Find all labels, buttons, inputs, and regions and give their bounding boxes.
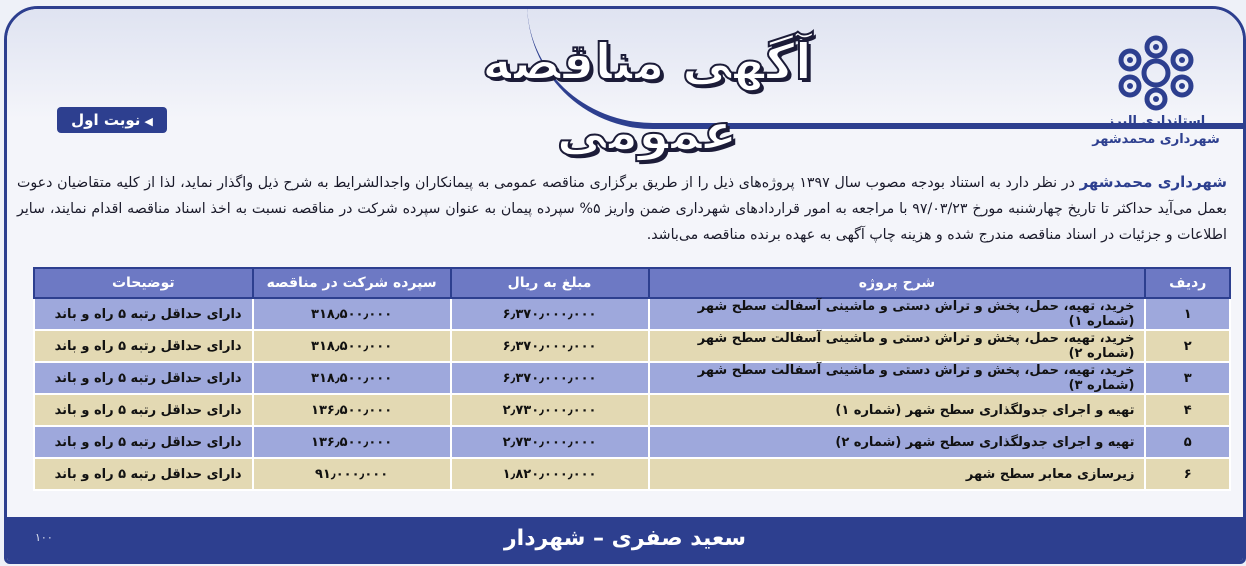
header-notes: توضیحات [34,268,253,298]
project-description: خرید، تهیه، حمل، پخش و تراش دستی و ماشینی آسفالت سطح شهر (شماره ۳) [649,362,1146,394]
project-amount: ۶٫۳۷۰٫۰۰۰٫۰۰۰ [451,330,649,362]
row-number: ۵ [1145,426,1230,458]
table-row [34,426,1230,458]
project-deposit: ۳۱۸٫۵۰۰٫۰۰۰ [253,298,451,330]
project-note: دارای حداقل رتبه ۵ راه و باند [34,458,253,490]
project-deposit: ۳۱۸٫۵۰۰٫۰۰۰ [253,362,451,394]
logo-municipality-label: شهرداری محمدشهر [1092,132,1220,147]
organization-name: شهرداری محمدشهر [1079,173,1227,191]
intro-text: در نظر دارد به استناد بودجه مصوب سال ۱۳۹۷ پروژه‌های ذیل را از طریق برگزاری مناقصه عمومی به پیمانکاران واجدالشرایط به شرح ذیل واگذار نماید، لذا از کلیه متقاضیان دعوت بعمل می‌آید حداکثر تا تاریخ چهارشنبه مورخ ۹۷/۰۳/۲۳ با مراجعه به امور قراردادهای شهرداری ضمن واریز ۵% سپرده پیمان به عنوان سپرده شرکت در مناقصه نسبت به اخذ اسناد مناقصه اقدام نمایند، سایر اطلاعات و جزئیات در اسناد مناقصه مندرج شده و هزینه چاپ آگهی به عهده برنده مناقصه می‌باشد. [17,175,1227,243]
project-description: خرید، تهیه، حمل، پخش و تراش دستی و ماشینی آسفالت سطح شهر (شماره ۱) [649,298,1146,330]
table-row [34,362,1230,394]
project-description: خرید، تهیه، حمل، پخش و تراش دستی و ماشینی آسفالت سطح شهر (شماره ۲) [649,330,1146,362]
table-row [34,298,1230,330]
row-number: ۶ [1145,458,1230,490]
header-amount: مبلغ به ریال [451,268,649,298]
row-number: ۱ [1145,298,1230,330]
project-amount: ۶٫۳۷۰٫۰۰۰٫۰۰۰ [451,298,649,330]
projects-table [33,267,1231,491]
project-amount: ۱٫۸۲۰٫۰۰۰٫۰۰۰ [451,458,649,490]
ad-code: ۱۰۰ [35,531,53,544]
project-deposit: ۱۳۶٫۵۰۰٫۰۰۰ [253,426,451,458]
logo-emblem-icon [1116,33,1196,113]
project-note: دارای حداقل رتبه ۵ راه و باند [34,330,253,362]
mayor-signature: سعید صفری – شهردار [504,526,746,551]
intro-paragraph [17,169,1227,248]
project-description: تهیه و اجرای جدولگذاری سطح شهر (شماره ۱) [649,394,1146,426]
project-deposit: ۱۳۶٫۵۰۰٫۰۰۰ [253,394,451,426]
project-description: تهیه و اجرای جدولگذاری سطح شهر (شماره ۲) [649,426,1146,458]
project-deposit: ۹۱٫۰۰۰٫۰۰۰ [253,458,451,490]
notice-round-label: نوبت اول [71,111,141,129]
project-note: دارای حداقل رتبه ۵ راه و باند [34,298,253,330]
row-number: ۲ [1145,330,1230,362]
ad-frame [4,6,1246,564]
project-amount: ۲٫۷۳۰٫۰۰۰٫۰۰۰ [451,394,649,426]
arrow-left-icon: ◀ [144,115,153,128]
table-row [34,458,1230,490]
municipality-logo [1091,33,1221,163]
logo-province-label: استانداری البرز [1106,114,1206,129]
project-note: دارای حداقل رتبه ۵ راه و باند [34,362,253,394]
project-note: دارای حداقل رتبه ۵ راه و باند [34,426,253,458]
project-amount: ۲٫۷۳۰٫۰۰۰٫۰۰۰ [451,426,649,458]
table-header-row [34,268,1230,298]
notice-round-badge [57,107,167,133]
project-description: زیرسازی معابر سطح شهر [649,458,1146,490]
project-amount: ۶٫۳۷۰٫۰۰۰٫۰۰۰ [451,362,649,394]
project-deposit: ۳۱۸٫۵۰۰٫۰۰۰ [253,330,451,362]
footer-band [7,517,1243,561]
header-deposit: سپرده شرکت در مناقصه [253,268,451,298]
row-number: ۴ [1145,394,1230,426]
table-row [34,330,1230,362]
project-note: دارای حداقل رتبه ۵ راه و باند [34,394,253,426]
page-title: آگهی مناقصه عمومی [482,33,812,161]
table-row [34,394,1230,426]
header-row-number: ردیف [1145,268,1230,298]
header-description: شرح پروژه [649,268,1146,298]
row-number: ۳ [1145,362,1230,394]
